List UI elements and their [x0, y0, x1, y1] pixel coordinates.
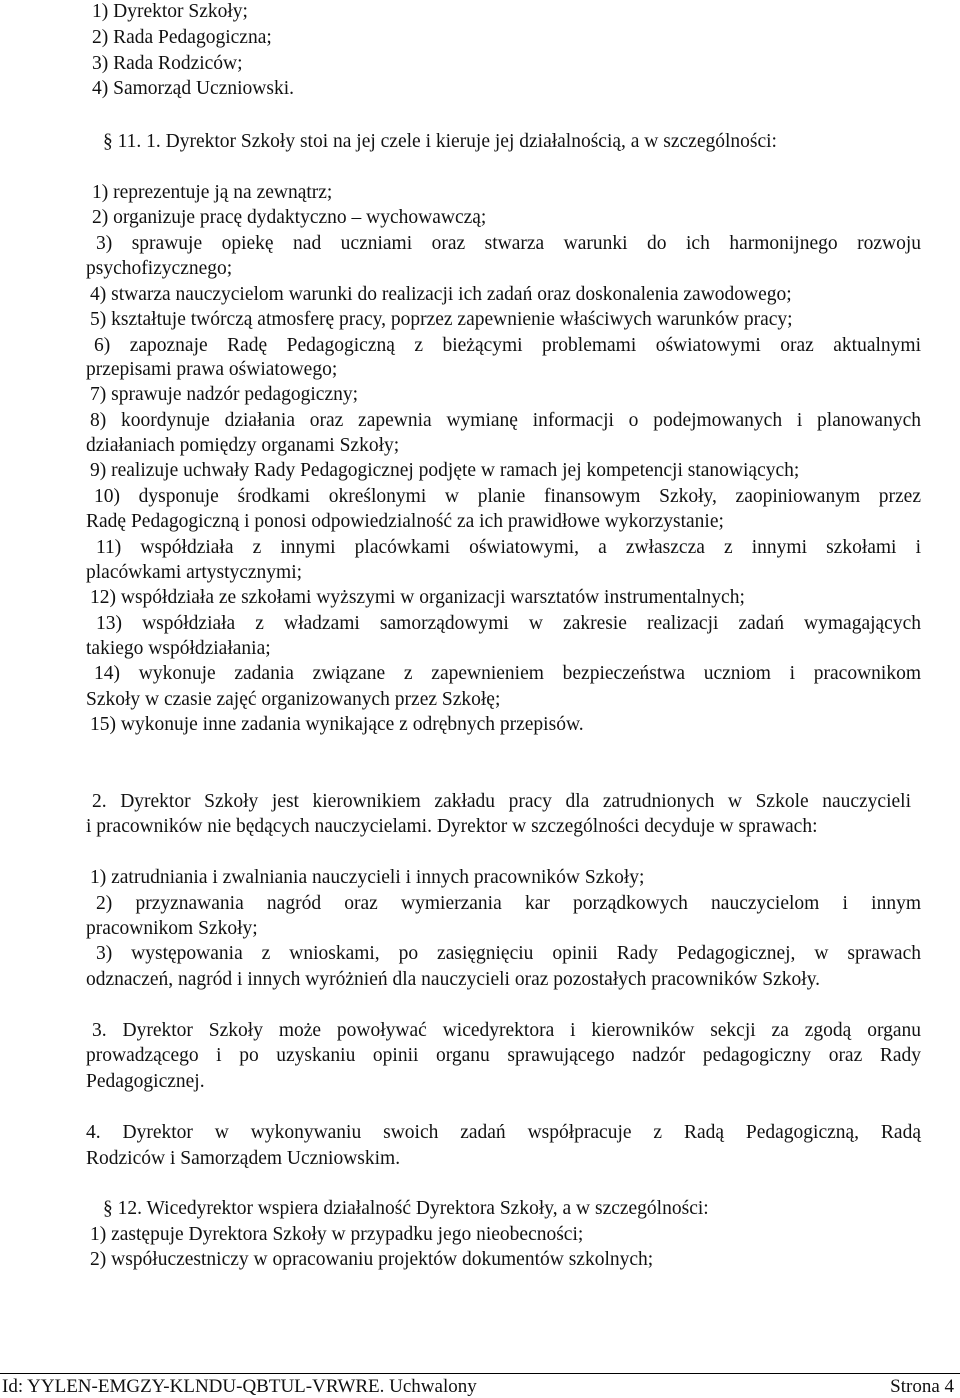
text-line: 7) sprawuje nadzór pedagogiczny; [90, 384, 359, 405]
text-line: Rodziców i Samorządem Uczniowskim. [86, 1148, 401, 1169]
text-line: 11) współdziała z innymi placówkami oświatowymi, a zwłaszcza z innymi szkołami i [96, 537, 921, 558]
text-line: 12) współdziała ze szkołami wyższymi w organizacji warsztatów instrumentalnych; [90, 587, 745, 608]
text-line: 3. Dyrektor Szkoły może powoływać wicedyrektora i kierowników sekcji za zgodą organu [92, 1020, 921, 1041]
document-id: Id: YYLEN-EMGZY-KLNDU-QBTUL-VRWRE. Uchwalony [2, 1376, 477, 1397]
text-line: odznaczeń, nagród i innych wyróżnień dla nauczycieli oraz pozostałych pracowników Szkoły. [86, 969, 821, 990]
text-line: 13) współdziała z władzami samorządowymi w zakresie realizacji zadań wymagających [96, 613, 921, 634]
page-number: Strona 4 [890, 1376, 954, 1397]
text-line: 2. Dyrektor Szkoły jest kierownikiem zakładu pracy dla zatrudnionych w Szkole nauczycieli [92, 791, 911, 812]
text-line: 1) Dyrektor Szkoły; [92, 1, 248, 22]
section-heading: § 11. 1. Dyrektor Szkoły stoi na jej czele i kieruje jej działalnością, a w szczególności: [103, 131, 777, 152]
text-line: 2) Rada Pedagogiczna; [92, 27, 272, 48]
text-line: 1) reprezentuje ją na zewnątrz; [92, 182, 333, 203]
text-line: prowadzącego i po uzyskaniu opinii organu sprawującego nadzór pedagogiczny oraz Rady [86, 1045, 921, 1066]
text-line: 6) zapoznaje Radę Pedagogiczną z bieżącymi problemami oświatowymi oraz aktualnymi [94, 335, 921, 356]
page-footer [0, 1373, 960, 1397]
text-line: 10) dysponuje środkami określonymi w planie finansowym Szkoły, zaopiniowanym przez [94, 486, 921, 507]
text-line: 2) współuczestniczy w opracowaniu projektów dokumentów szkolnych; [90, 1249, 654, 1270]
text-line: 3) występowania z wnioskami, po zasięgnięciu opinii Rady Pedagogicznej, w sprawach [96, 943, 921, 964]
text-line: 14) wykonuje zadania związane z zapewnieniem bezpieczeństwa uczniom i pracownikom [94, 663, 921, 684]
text-line: 8) koordynuje działania oraz zapewnia wymianę informacji o podejmowanych i planowanych [90, 410, 921, 431]
text-line: 15) wykonuje inne zadania wynikające z odrębnych przepisów. [90, 714, 584, 735]
text-line: 2) organizuje pracę dydaktyczno – wychowawczą; [92, 207, 487, 228]
text-line: przepisami prawa oświatowego; [86, 359, 338, 380]
text-line: 3) Rada Rodziców; [92, 53, 243, 74]
text-line: działaniach pomiędzy organami Szkoły; [86, 435, 400, 456]
text-line: placówkami artystycznymi; [86, 562, 303, 583]
text-line: 2) przyznawania nagród oraz wymierzania kar porządkowych nauczycielom i innym [96, 893, 921, 914]
text-line: 3) sprawuje opiekę nad uczniami oraz stwarza warunki do ich harmonijnego rozwoju [96, 233, 921, 254]
text-line: takiego współdziałania; [86, 638, 271, 659]
text-line: pracownikom Szkoły; [86, 918, 258, 939]
text-line: Szkoły w czasie zajęć organizowanych przez Szkołę; [86, 689, 501, 710]
section-heading: § 12. Wicedyrektor wspiera działalność Dyrektora Szkoły, a w szczególności: [103, 1198, 709, 1219]
text-line: 5) kształtuje twórczą atmosferę pracy, poprzez zapewnienie właściwych warunków pracy; [90, 309, 793, 330]
text-line: Pedagogicznej. [86, 1071, 205, 1092]
text-line: 9) realizuje uchwały Rady Pedagogicznej podjęte w ramach jej kompetencji stanowiących; [90, 460, 800, 481]
text-line: 1) zastępuje Dyrektora Szkoły w przypadku jego nieobecności; [90, 1224, 584, 1245]
text-line: Radę Pedagogiczną i ponosi odpowiedzialność za ich prawidłowe wykorzystanie; [86, 511, 724, 532]
text-line: 4. Dyrektor w wykonywaniu swoich zadań współpracuje z Radą Pedagogiczną, Radą [86, 1122, 921, 1143]
text-line: 4) Samorząd Uczniowski. [92, 78, 294, 99]
text-line: psychofizycznego; [86, 258, 233, 279]
text-line: i pracowników nie będących nauczycielami. Dyrektor w szczególności decyduje w sprawach: [86, 816, 818, 837]
text-line: 1) zatrudniania i zwalniania nauczycieli i innych pracowników Szkoły; [90, 867, 645, 888]
text-line: 4) stwarza nauczycielom warunki do realizacji ich zadań oraz doskonalenia zawodowego; [90, 284, 792, 305]
